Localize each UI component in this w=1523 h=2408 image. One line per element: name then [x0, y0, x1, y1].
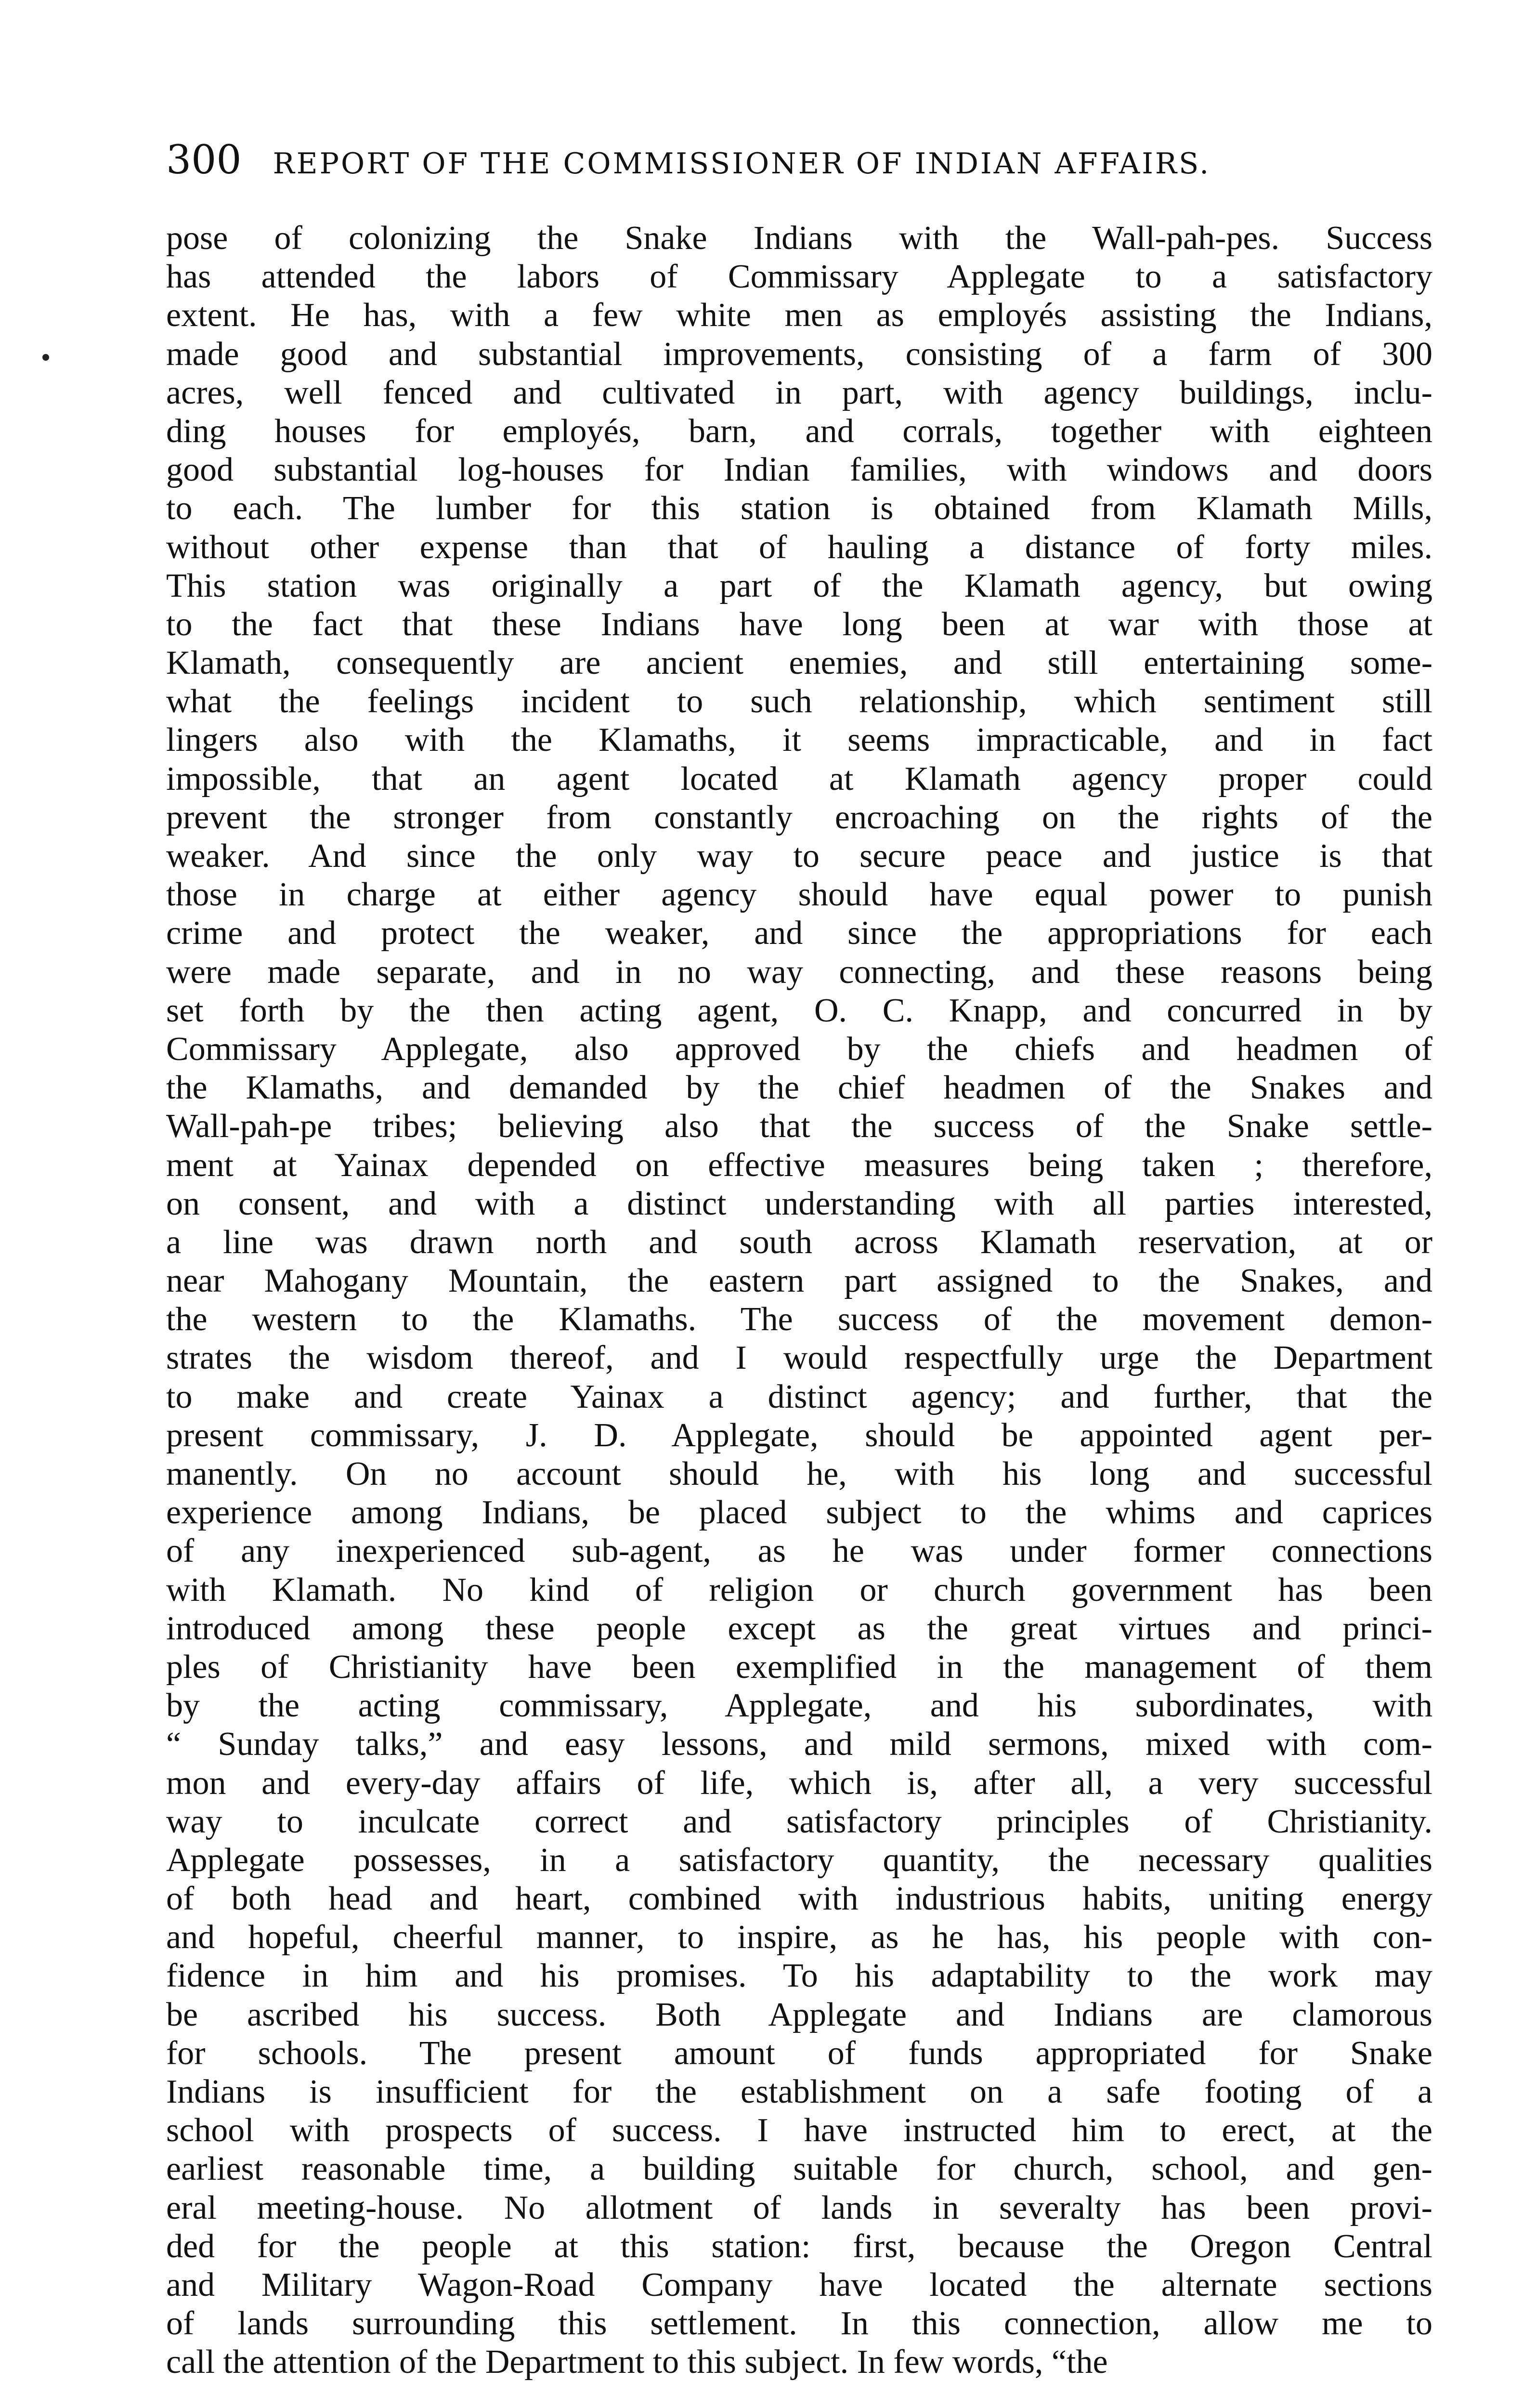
text-line: made good and substantial improvements, consisting of a farm of 300: [166, 335, 1432, 373]
margin-ink-mark: [42, 354, 49, 361]
text-line: eral meeting-house. No allotment of lands in severalty has been provi-: [166, 2189, 1432, 2226]
text-line: ded for the people at this station: first, because the Oregon Central: [166, 2227, 1432, 2265]
text-line: to the fact that these Indians have long been at war with those at: [166, 605, 1432, 643]
text-line: without other expense than that of hauling a distance of forty miles.: [166, 528, 1432, 566]
text-line: Wall-pah-pe tribes; believing also that the success of the Snake settle-: [166, 1108, 1432, 1145]
text-line: those in charge at either agency should have equal power to punish: [166, 876, 1432, 914]
text-line: with Klamath. No kind of religion or church government has been: [166, 1571, 1432, 1609]
text-line: present commissary, J. D. Applegate, should be appointed agent per-: [166, 1416, 1432, 1454]
text-line: prevent the stronger from constantly encroaching on the rights of the: [166, 798, 1432, 836]
text-line: what the feelings incident to such relationship, which sentiment still: [166, 683, 1432, 720]
text-line: set forth by the then acting agent, O. C. Knapp, and concurred in by: [166, 992, 1432, 1029]
text-line: to make and create Yainax a distinct agency; and further, that the: [166, 1378, 1432, 1415]
text-line: Klamath, consequently are ancient enemies, and still entertaining some-: [166, 644, 1432, 682]
text-line: has attended the labors of Commissary Applegate to a satisfactory: [166, 258, 1432, 296]
text-line: good substantial log-houses for Indian families, with windows and doors: [166, 451, 1432, 489]
text-line: of any inexperienced sub-agent, as he was under former connections: [166, 1532, 1432, 1570]
text-line: Applegate possesses, in a satisfactory quantity, the necessary qualities: [166, 1841, 1432, 1879]
text-line: crime and protect the weaker, and since the appropriations for each: [166, 915, 1432, 952]
text-line: “ Sunday talks,” and easy lessons, and mild sermons, mixed with com-: [166, 1726, 1432, 1763]
text-line: by the acting commissary, Applegate, and his subordinates, with: [166, 1687, 1432, 1725]
text-line: fidence in him and his promises. To his adaptability to the work may: [166, 1957, 1432, 1995]
text-line: on consent, and with a distinct understanding with all parties interested,: [166, 1185, 1432, 1222]
text-line: This station was originally a part of the Klamath agency, but owing: [166, 567, 1432, 604]
text-line: the western to the Klamaths. The success of the movement demon-: [166, 1301, 1432, 1338]
text-line: a line was drawn north and south across Klamath reservation, at or: [166, 1223, 1432, 1261]
text-line: strates the wisdom thereof, and I would respectfully urge the Department: [166, 1339, 1432, 1377]
text-line: near Mahogany Mountain, the eastern part assigned to the Snakes, and: [166, 1262, 1432, 1300]
text-line: earliest reasonable time, a building suitable for church, school, and gen-: [166, 2150, 1432, 2188]
text-line: ding houses for employés, barn, and corrals, together with eighteen: [166, 412, 1432, 450]
text-line: pose of colonizing the Snake Indians with the Wall-pah-pes. Success: [166, 220, 1432, 257]
page-number: 300: [166, 137, 242, 183]
text-line: for schools. The present amount of funds appropriated for Snake: [166, 2034, 1432, 2072]
text-line: of lands surrounding this settlement. In this connection, allow me to: [166, 2305, 1432, 2343]
text-line: weaker. And since the only way to secure peace and justice is that: [166, 838, 1432, 875]
body-text: [166, 219, 1432, 2382]
text-line: way to inculcate correct and satisfactory principles of Christianity.: [166, 1803, 1432, 1840]
text-line: Commissary Applegate, also approved by the chiefs and headmen of: [166, 1030, 1432, 1068]
running-head: REPORT OF THE COMMISSIONER OF INDIAN AFFAIRS.: [273, 147, 1211, 181]
text-line: school with prospects of success. I have instructed him to erect, at the: [166, 2112, 1432, 2149]
text-line: acres, well fenced and cultivated in part, with agency buildings, inclu-: [166, 374, 1432, 411]
text-line: Indians is insufficient for the establishment on a safe footing of a: [166, 2073, 1432, 2110]
text-line: of both head and heart, combined with industrious habits, uniting energy: [166, 1880, 1432, 1918]
text-line: the Klamaths, and demanded by the chief headmen of the Snakes and: [166, 1069, 1432, 1107]
text-line: impossible, that an agent located at Klamath agency proper could: [166, 760, 1432, 798]
text-line: ples of Christianity have been exemplified in the management of them: [166, 1648, 1432, 1686]
page-header: [166, 137, 1418, 190]
text-line: and hopeful, cheerful manner, to inspire, as he has, his people with con-: [166, 1919, 1432, 1956]
text-line: mon and every-day affairs of life, which is, after all, a very successful: [166, 1764, 1432, 1802]
text-line: and Military Wagon-Road Company have located the alternate sections: [166, 2266, 1432, 2303]
text-line: experience among Indians, be placed subject to the whims and caprices: [166, 1494, 1432, 1531]
text-line: ment at Yainax depended on effective measures being taken ; therefore,: [166, 1146, 1432, 1184]
text-line: manently. On no account should he, with his long and successful: [166, 1455, 1432, 1492]
text-line: lingers also with the Klamaths, it seems impracticable, and in fact: [166, 721, 1432, 759]
text-line: call the attention of the Department to this subject. In few words, “the: [166, 2343, 1108, 2381]
text-line: to each. The lumber for this station is obtained from Klamath Mills,: [166, 490, 1432, 527]
text-line: be ascribed his success. Both Applegate and Indians are clamorous: [166, 1996, 1432, 2033]
text-line: extent. He has, with a few white men as employés assisting the Indians,: [166, 297, 1432, 334]
text-line: introduced among these people except as the great virtues and princi-: [166, 1610, 1432, 1647]
text-line: were made separate, and in no way connecting, and these reasons being: [166, 953, 1432, 991]
